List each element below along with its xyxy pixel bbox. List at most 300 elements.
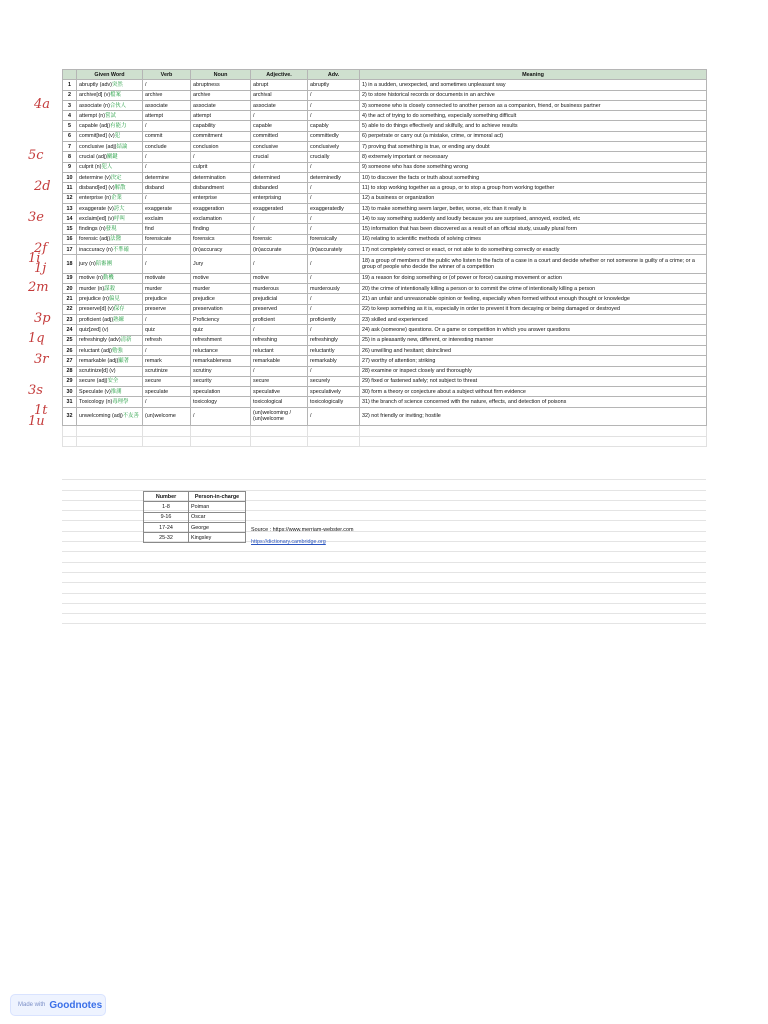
row-number: 24 <box>63 325 77 335</box>
given-word-cell <box>77 162 143 172</box>
given-word-cell <box>77 142 143 152</box>
given-word-text: attempt (n) <box>79 112 106 119</box>
row-number: 1 <box>63 80 77 90</box>
adjective-cell: / <box>251 162 308 172</box>
row-number: 30 <box>63 387 77 397</box>
given-word-cell <box>77 152 143 162</box>
chinese-annotation: 犯 <box>114 133 121 140</box>
meaning-cell: 25) in a pleasantly new, different, or interesting manner <box>360 335 707 345</box>
noun-cell: attempt <box>191 111 251 121</box>
given-word-cell <box>77 315 143 325</box>
handwritten-note: 1t <box>34 403 48 419</box>
chinese-annotation: 法醫 <box>110 236 121 243</box>
adverb-cell: crucially <box>308 152 360 162</box>
chinese-annotation: 企業 <box>111 195 122 202</box>
chinese-annotation: 決定 <box>110 174 122 181</box>
verb-cell: speculate <box>143 387 191 397</box>
empty-cell <box>360 436 707 446</box>
chinese-annotation: 關鍵 <box>106 154 118 161</box>
empty-cell <box>77 426 143 436</box>
given-word-cell <box>77 376 143 386</box>
vocabulary-body <box>63 80 707 447</box>
noun-cell: forensics <box>191 234 251 244</box>
vocabulary-sheet <box>62 69 706 447</box>
given-word-cell <box>77 172 143 182</box>
table-row <box>63 214 707 224</box>
row-number: 20 <box>63 284 77 294</box>
noun-cell: Jury <box>191 255 251 274</box>
table-row <box>144 533 246 543</box>
empty-row <box>63 436 707 446</box>
meaning-cell: 9) someone who has done something wrong <box>360 162 707 172</box>
verb-cell: conclude <box>143 142 191 152</box>
table-row <box>63 142 707 152</box>
given-word-cell <box>77 273 143 283</box>
verb-cell: quiz <box>143 325 191 335</box>
adjective-cell: / <box>251 111 308 121</box>
given-word-cell <box>77 214 143 224</box>
row-number: 16 <box>63 234 77 244</box>
verb-cell: attempt <box>143 111 191 121</box>
given-word-cell <box>77 234 143 244</box>
given-word-text: associate (n) <box>79 102 110 109</box>
table-row <box>63 100 707 110</box>
meaning-cell: 18) a group of members of the public who listen to the facts of a case in a court and decide whether or not someone is guilty of a crime; or a group of people who decide the winner of a competition <box>360 255 707 274</box>
adverb-cell: forensically <box>308 234 360 244</box>
verb-cell: prejudice <box>143 294 191 304</box>
row-number: 29 <box>63 376 77 386</box>
given-word-cell <box>77 345 143 355</box>
header-cell: Noun <box>191 70 251 80</box>
meaning-cell: 3) someone who is closely connected to another person as a companion, friend, or business partner <box>360 100 707 110</box>
adverb-cell: exaggeratedly <box>308 203 360 213</box>
given-word-cell <box>77 80 143 90</box>
verb-cell: / <box>143 80 191 90</box>
row-number: 12 <box>63 193 77 203</box>
given-word-text: archive[d] (v) <box>79 92 111 99</box>
adverb-cell: / <box>308 325 360 335</box>
table-row <box>63 304 707 314</box>
table-row <box>63 172 707 182</box>
row-number: 28 <box>63 366 77 376</box>
adverb-cell: / <box>308 294 360 304</box>
given-word-text: abruptly (adv) <box>79 81 112 88</box>
given-word-text: exclaim[ed] (v) <box>79 215 115 222</box>
chinese-annotation: 誇大 <box>113 205 125 212</box>
vocabulary-table <box>62 69 707 447</box>
table-row <box>63 294 707 304</box>
meaning-cell: 32) not friendly or inviting; hostile <box>360 407 707 426</box>
empty-cell <box>308 426 360 436</box>
given-word-cell <box>77 304 143 314</box>
given-word-text: crucial (adj) <box>79 154 107 161</box>
noun-cell: abruptness <box>191 80 251 90</box>
handwritten-note: 3s <box>28 383 43 399</box>
table-row <box>63 325 707 335</box>
empty-cell <box>77 436 143 446</box>
row-number: 7 <box>63 142 77 152</box>
adjective-cell: motive <box>251 273 308 283</box>
noun-cell: / <box>191 152 251 162</box>
verb-cell: / <box>143 193 191 203</box>
chinese-annotation: 合伙人 <box>109 102 127 109</box>
table-row <box>63 203 707 213</box>
table-row <box>63 131 707 141</box>
meaning-cell: 23) skilled and experienced <box>360 315 707 325</box>
noun-cell: quiz <box>191 325 251 335</box>
given-word-text: determine (v) <box>79 174 111 181</box>
given-word-text: exaggerate (v) <box>79 205 114 212</box>
handwritten-note: 2f <box>34 241 48 257</box>
adverb-cell: / <box>308 100 360 110</box>
adjective-cell: proficient <box>251 315 308 325</box>
given-word-text: prejudice (n) <box>79 296 109 303</box>
row-number: 6 <box>63 131 77 141</box>
meaning-cell: 24) ask (someone) questions. Or a game or competition in which you answer questions <box>360 325 707 335</box>
chinese-annotation: 嘗試 <box>105 112 116 119</box>
adverb-cell: remarkably <box>308 356 360 366</box>
handwritten-note: 3p <box>34 311 51 327</box>
table-row <box>63 193 707 203</box>
adjective-cell: disbanded <box>251 183 308 193</box>
table-row <box>63 152 707 162</box>
meaning-cell: 16) relating to scientific methods of solving crimes <box>360 234 707 244</box>
meaning-cell: 20) the crime of intentionally killing a person or to commit the crime of intentionally killing a person <box>360 284 707 294</box>
row-number: 31 <box>63 397 77 407</box>
row-number: 26 <box>63 345 77 355</box>
table-row <box>63 397 707 407</box>
noun-cell: archive <box>191 90 251 100</box>
noun-cell: refreshment <box>191 335 251 345</box>
noun-cell: culprit <box>191 162 251 172</box>
table-row <box>144 512 246 522</box>
given-word-text: enterprise (n) <box>79 195 112 202</box>
empty-cell <box>360 426 707 436</box>
given-word-text: forensic (adj) <box>79 236 111 243</box>
empty-row <box>63 426 707 436</box>
given-word-text: remarkable (adj) <box>79 357 119 364</box>
verb-cell: associate <box>143 100 191 110</box>
row-number: 22 <box>63 304 77 314</box>
verb-cell: / <box>143 121 191 131</box>
table-row <box>63 162 707 172</box>
table-row <box>63 90 707 100</box>
adverb-cell: / <box>308 214 360 224</box>
given-word-text: refreshingly (adv) <box>79 337 121 344</box>
adverb-cell: / <box>308 111 360 121</box>
adverb-cell: / <box>308 193 360 203</box>
row-number: 9 <box>63 162 77 172</box>
noun-cell: exaggeration <box>191 203 251 213</box>
handwritten-note: 2m <box>28 280 49 296</box>
person-name-cell: Kingsley <box>189 533 246 543</box>
adjective-cell: toxicological <box>251 397 308 407</box>
adverb-cell: / <box>308 273 360 283</box>
empty-cell <box>143 436 191 446</box>
given-word-cell <box>77 407 143 426</box>
given-word-text: motive (n) <box>79 275 103 282</box>
row-number: 21 <box>63 294 77 304</box>
verb-cell: disband <box>143 183 191 193</box>
noun-cell: finding <box>191 224 251 234</box>
meaning-cell: 13) to make something seem larger, better, worse, etc than it really is <box>360 203 707 213</box>
adverb-cell: / <box>308 90 360 100</box>
table-row <box>63 245 707 255</box>
handwritten-note: 1i <box>28 251 41 267</box>
adjective-cell: / <box>251 224 308 234</box>
adjective-cell: (in)accurate <box>251 245 308 255</box>
meaning-cell: 7) proving that something is true, or ending any doubt <box>360 142 707 152</box>
person-name-cell: Poiman <box>189 502 246 512</box>
chinese-annotation: 清新 <box>120 337 132 344</box>
empty-cell <box>191 436 251 446</box>
chinese-annotation: 不準確 <box>112 246 130 253</box>
verb-cell: archive <box>143 90 191 100</box>
person-in-charge-table <box>143 491 246 543</box>
empty-cell <box>251 436 308 446</box>
adjective-cell: refreshing <box>251 335 308 345</box>
given-word-text: commit[ted] (v) <box>79 133 115 140</box>
meaning-cell: 14) to say something suddenly and loudly because you are surprised, annoyed, excited, etc <box>360 214 707 224</box>
empty-cell <box>63 426 77 436</box>
noun-cell: motive <box>191 273 251 283</box>
row-number: 8 <box>63 152 77 162</box>
table-row <box>63 315 707 325</box>
adverb-cell: / <box>308 224 360 234</box>
chinese-annotation: 不友善 <box>122 413 139 420</box>
meaning-cell: 4) the act of trying to do something, especially something difficult <box>360 111 707 121</box>
row-number: 4 <box>63 111 77 121</box>
goodnotes-badge <box>10 994 106 1016</box>
given-word-text: jury (n) <box>79 261 96 268</box>
verb-cell: / <box>143 162 191 172</box>
person-name-cell: George <box>189 522 246 532</box>
table-row <box>63 335 707 345</box>
verb-cell: determine <box>143 172 191 182</box>
adverb-cell: reluctantly <box>308 345 360 355</box>
row-number: 23 <box>63 315 77 325</box>
noun-cell: murder <box>191 284 251 294</box>
verb-cell: exaggerate <box>143 203 191 213</box>
header-cell: Verb <box>143 70 191 80</box>
chinese-annotation: 檔案 <box>110 92 121 99</box>
given-word-cell <box>77 356 143 366</box>
adjective-cell: forensic <box>251 234 308 244</box>
empty-cell <box>308 436 360 446</box>
given-word-text: capable (adj) <box>79 123 111 130</box>
chinese-annotation: 毒理學 <box>112 399 129 406</box>
row-number: 19 <box>63 273 77 283</box>
row-number: 5 <box>63 121 77 131</box>
badge-prefix: Made with <box>18 1002 46 1008</box>
header-cell: Adjective. <box>251 70 308 80</box>
noun-cell: speculation <box>191 387 251 397</box>
given-word-cell <box>77 255 143 274</box>
given-word-cell <box>77 335 143 345</box>
meaning-cell: 12) a business or organization <box>360 193 707 203</box>
handwritten-note: 3r <box>34 352 49 368</box>
chinese-annotation: 謀殺 <box>104 285 115 292</box>
cambridge-link[interactable]: https://dictionary.cambridge.org <box>251 539 326 545</box>
verb-cell: / <box>143 345 191 355</box>
given-word-cell <box>77 121 143 131</box>
row-number: 18 <box>63 255 77 274</box>
table-row <box>63 255 707 274</box>
noun-cell: conclusion <box>191 142 251 152</box>
empty-cell <box>143 426 191 436</box>
verb-cell: / <box>143 315 191 325</box>
meaning-cell: 22) to keep something as it is, especially in order to prevent it from decaying or being damaged or destroyed <box>360 304 707 314</box>
row-number: 3 <box>63 100 77 110</box>
handwritten-note: 2d <box>34 179 51 195</box>
header-cell <box>63 70 77 80</box>
given-word-text: quiz[zed] (v) <box>79 326 109 333</box>
table-row <box>63 111 707 121</box>
meaning-cell: 31) the branch of science concerned with the nature, effects, and detection of poisons <box>360 397 707 407</box>
adjective-cell: conclusive <box>251 142 308 152</box>
noun-cell: Proficiency <box>191 315 251 325</box>
handwritten-note: 4a <box>34 97 51 113</box>
verb-cell: / <box>143 152 191 162</box>
chinese-annotation: 勉強 <box>111 347 123 354</box>
number-range-cell: 17-24 <box>144 522 189 532</box>
handwritten-note: 3e <box>28 210 44 226</box>
meaning-cell: 21) an unfair and unreasonable opinion or feeling, especially when formed without enough thought or knowledge <box>360 294 707 304</box>
adjective-cell: / <box>251 255 308 274</box>
adverb-cell: toxicologically <box>308 397 360 407</box>
given-word-text: conclusive (adj) <box>79 143 117 150</box>
given-word-cell <box>77 203 143 213</box>
verb-cell: murder <box>143 284 191 294</box>
header-cell: Meaning <box>360 70 707 80</box>
person-name-cell: Oscar <box>189 512 246 522</box>
given-word-cell <box>77 397 143 407</box>
row-number: 27 <box>63 356 77 366</box>
meaning-cell: 15) information that has been discovered as a result of an official study, usually plural form <box>360 224 707 234</box>
verb-cell: find <box>143 224 191 234</box>
adjective-cell: secure <box>251 376 308 386</box>
adjective-cell: (un)welcoming / (un)welcome <box>251 407 308 426</box>
chinese-annotation: 呼叫 <box>114 215 125 222</box>
header-cell: Adv. <box>308 70 360 80</box>
noun-cell: toxicology <box>191 397 251 407</box>
adverb-cell: murderously <box>308 284 360 294</box>
given-word-text: preserve[d] (v) <box>79 306 114 313</box>
adjective-cell: remarkable <box>251 356 308 366</box>
table-row <box>63 366 707 376</box>
table-row <box>63 376 707 386</box>
adverb-cell: securely <box>308 376 360 386</box>
verb-cell: remark <box>143 356 191 366</box>
adverb-cell: abruptly <box>308 80 360 90</box>
verb-cell: / <box>143 255 191 274</box>
table-row <box>144 502 246 512</box>
verb-cell: (un)welcome <box>143 407 191 426</box>
source-text: Source : https://www.merriam-webster.com <box>251 527 354 533</box>
given-word-text: proficient (adj) <box>79 316 114 323</box>
verb-cell: secure <box>143 376 191 386</box>
meaning-cell: 5) able to do things effectively and skilfully, and to achieve results <box>360 121 707 131</box>
header-row <box>144 492 246 502</box>
adjective-cell: exaggerated <box>251 203 308 213</box>
adjective-cell: / <box>251 325 308 335</box>
person-in-charge-body <box>144 502 246 543</box>
table-row <box>63 345 707 355</box>
adjective-cell: preserved <box>251 304 308 314</box>
adjective-cell: determined <box>251 172 308 182</box>
adverb-cell: proficiently <box>308 315 360 325</box>
adjective-cell: / <box>251 366 308 376</box>
verb-cell: forensicate <box>143 234 191 244</box>
header-cell: Given Word <box>77 70 143 80</box>
noun-cell: exclamation <box>191 214 251 224</box>
number-range-cell: 9-16 <box>144 512 189 522</box>
given-word-text: scrutinize[d] (v) <box>79 368 116 375</box>
meaning-cell: 19) a reason for doing something or (of power or force) causing movement or action <box>360 273 707 283</box>
noun-cell: commitment <box>191 131 251 141</box>
adverb-cell: (in)accurately <box>308 245 360 255</box>
table-row <box>63 273 707 283</box>
adjective-cell: murderous <box>251 284 308 294</box>
verb-cell: scrutinize <box>143 366 191 376</box>
table-row <box>63 121 707 131</box>
given-word-cell <box>77 366 143 376</box>
row-number: 25 <box>63 335 77 345</box>
table-row <box>63 224 707 234</box>
table-row <box>63 387 707 397</box>
adverb-cell: determinedly <box>308 172 360 182</box>
given-word-text: murder (n) <box>79 285 105 292</box>
adverb-cell: / <box>308 304 360 314</box>
given-word-text: reluctant (adj) <box>79 347 112 354</box>
header-cell: Person-in-charge <box>189 492 246 502</box>
meaning-cell: 30) form a theory or conjecture about a subject without firm evidence <box>360 387 707 397</box>
noun-cell: prejudice <box>191 294 251 304</box>
given-word-cell <box>77 90 143 100</box>
handwritten-note: 1u <box>28 414 45 430</box>
chinese-annotation: 解散 <box>114 184 126 191</box>
given-word-text: culprit (n) <box>79 164 102 171</box>
noun-cell: (in)accuracy <box>191 245 251 255</box>
given-word-cell <box>77 111 143 121</box>
verb-cell: commit <box>143 131 191 141</box>
row-number: 11 <box>63 183 77 193</box>
adjective-cell: associate <box>251 100 308 110</box>
given-word-text: secure (adj) <box>79 378 108 385</box>
number-range-cell: 1-8 <box>144 502 189 512</box>
given-word-cell <box>77 325 143 335</box>
meaning-cell: 6) perpetrate or carry out (a mistake, crime, or immoral act) <box>360 131 707 141</box>
adverb-cell: / <box>308 366 360 376</box>
chinese-annotation: 有能力 <box>110 123 127 130</box>
given-word-text: unwelcoming (adj) <box>79 413 123 420</box>
row-number: 13 <box>63 203 77 213</box>
noun-cell: / <box>191 407 251 426</box>
verb-cell: exclaim <box>143 214 191 224</box>
number-range-cell: 25-32 <box>144 533 189 543</box>
adjective-cell: crucial <box>251 152 308 162</box>
empty-cell <box>251 426 308 436</box>
adverb-cell: / <box>308 407 360 426</box>
chinese-annotation: 結論 <box>116 143 128 150</box>
row-number: 17 <box>63 245 77 255</box>
given-word-cell <box>77 131 143 141</box>
chinese-annotation: 犯人 <box>101 164 113 171</box>
chinese-annotation: 熟練 <box>113 316 124 323</box>
verb-cell: refresh <box>143 335 191 345</box>
adverb-cell: refreshingly <box>308 335 360 345</box>
chinese-annotation: 推測 <box>110 388 122 395</box>
